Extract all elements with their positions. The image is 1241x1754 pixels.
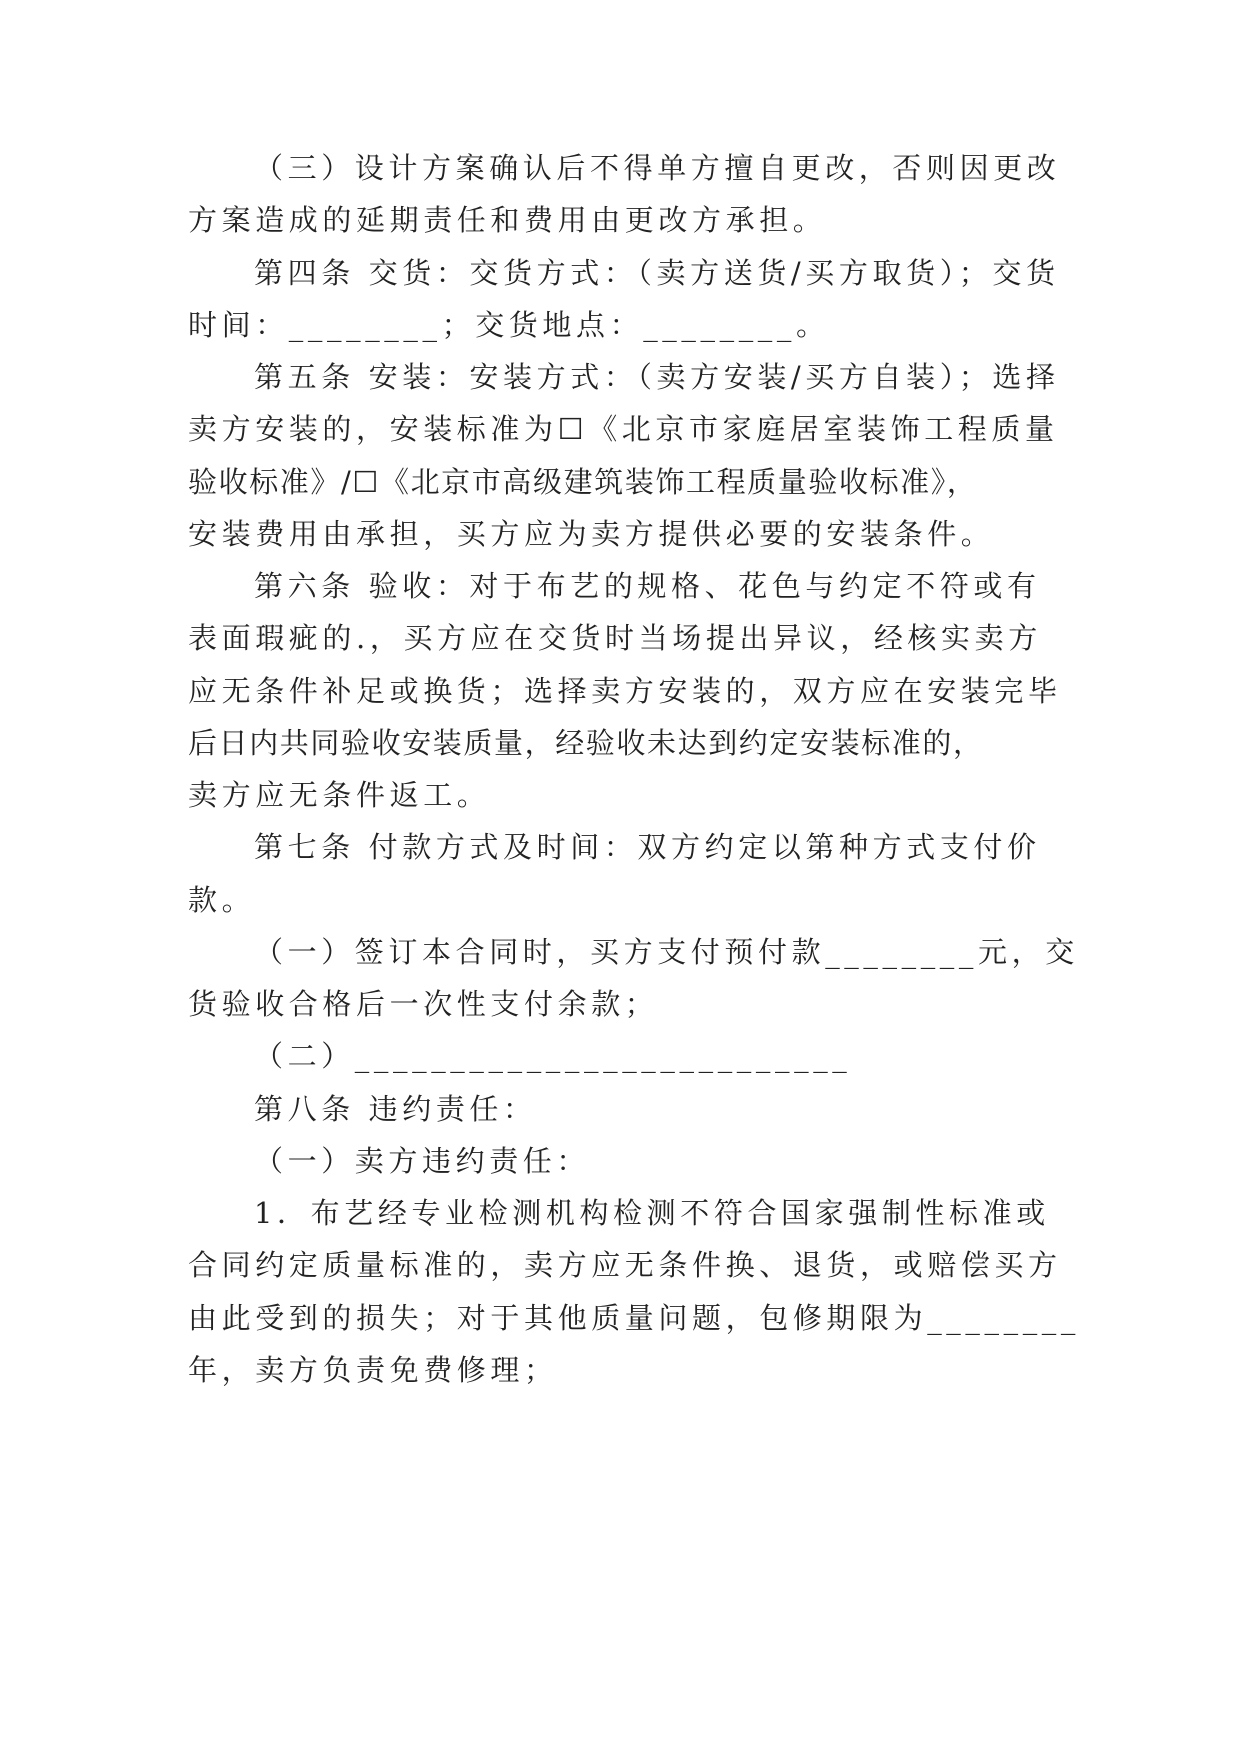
paragraph-line: 货验收合格后一次性支付余款； (188, 987, 659, 1021)
paragraph-line: 时间：________；交货地点：________。 (188, 308, 830, 342)
paragraph-line: 安装费用由承担，买方应为卖方提供必要的安装条件。 (188, 517, 995, 551)
paragraph-line: 应无条件补足或换货；选择卖方安装的，双方应在安装完毕 (188, 674, 1062, 708)
paragraph-line: （三）设计方案确认后不得单方擅自更改，否则因更改 (254, 151, 1061, 185)
paragraph-line: 第四条 交货：交货方式：（卖方送货/买方取货）；交货 (254, 256, 1060, 290)
paragraph-line: 表面瑕疵的.，买方应在交货时当场提出异议，经核实卖方 (188, 621, 1042, 655)
paragraph-line: 验收标准》/☐《北京市高级建筑装饰工程质量验收标准》， (188, 465, 978, 499)
subsection-heading: （一）卖方违约责任： (254, 1144, 591, 1178)
paragraph-line: 卖方安装的，安装标准为☐《北京市家庭居室装饰工程质量 (188, 412, 1059, 446)
paragraph-line: 方案造成的延期责任和费用由更改方承担。 (188, 203, 827, 237)
paragraph-line: 由此受到的损失；对于其他质量问题，包修期限为________ (188, 1301, 1081, 1335)
paragraph-line: （二）__________________________ (254, 1039, 852, 1073)
paragraph-line: 款。 (188, 883, 256, 917)
paragraph-line: 卖方应无条件返工。 (188, 778, 491, 812)
paragraph-line: 合同约定质量标准的，卖方应无条件换、退货，或赔偿买方 (188, 1248, 1062, 1282)
paragraph-line: 年，卖方负责免费修理； (188, 1353, 558, 1387)
paragraph-line: 后日内共同验收安装质量，经验收未达到约定安装标准的， (188, 726, 984, 760)
paragraph-line: 第五条 安装：安装方式：（卖方安装/买方自装）；选择 (254, 360, 1060, 394)
paragraph-line: （一）签订本合同时，买方支付预付款________元，交 (254, 935, 1079, 969)
paragraph-line: 第六条 验收：对于布艺的规格、花色与约定不符或有 (254, 569, 1041, 603)
section-heading: 第八条 违约责任： (254, 1092, 537, 1126)
paragraph-line: 1．布艺经专业检测机构检测不符合国家强制性标准或 (254, 1196, 1050, 1230)
paragraph-line: 第七条 付款方式及时间：双方约定以第种方式支付价 (254, 830, 1041, 864)
